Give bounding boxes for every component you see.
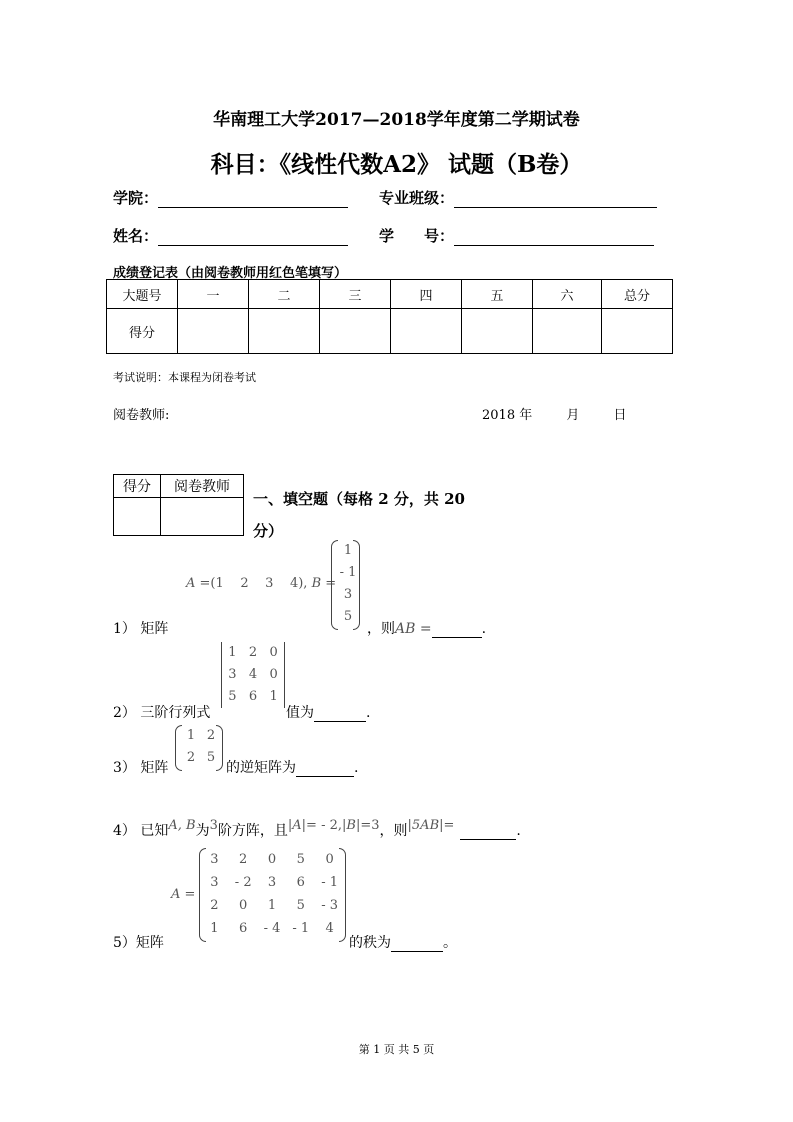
exam-note: 考试说明：本课程为闭卷考试	[113, 371, 256, 384]
grader-day-unit: 日	[613, 408, 627, 423]
q5-entry: 1	[267, 898, 277, 913]
q3-entry: 1	[186, 728, 196, 743]
q4-text2: 为	[195, 823, 210, 839]
q4-text: 4） 已知A, B为3阶方阵，且|A|= - 2,|B|=3，则|5AB|= .	[113, 818, 521, 839]
score-header-cell: 大题号	[107, 280, 178, 309]
score-header-cell: 总分	[602, 280, 673, 309]
q4-det-b-val: =3	[360, 818, 380, 833]
score-cell[interactable]	[533, 309, 602, 354]
score-header-cell: 六	[533, 280, 602, 309]
score-table-caption: 成绩登记表（由阅卷教师用红色笔填写）	[113, 266, 348, 281]
q2-answer-blank[interactable]	[314, 707, 366, 722]
college-label: 学院：	[113, 189, 159, 207]
q5-entry: 2	[210, 898, 219, 913]
q2-prefix: 三阶行列式	[140, 705, 211, 721]
q5-entry: 0	[267, 852, 277, 867]
q2-entry: 0	[269, 667, 278, 682]
score-cell[interactable]	[462, 309, 533, 354]
exam-title: 华南理工大学2017—2018学年度第二学期试卷	[213, 110, 580, 130]
q1-text	[113, 618, 168, 638]
q3-entry: 2	[186, 750, 196, 765]
q5-prefix: 矩阵	[135, 935, 164, 951]
q5-entry: - 1	[292, 921, 310, 936]
score-header-cell: 一	[178, 280, 249, 309]
q1-b-right-paren	[353, 540, 360, 630]
q2-determinant	[222, 642, 284, 708]
q4-text1: 已知	[140, 823, 169, 839]
q5-entry: 5	[296, 898, 305, 913]
score-table-header-row	[107, 280, 673, 309]
q2-entry: 4	[248, 667, 258, 682]
score-cell[interactable]	[320, 309, 391, 354]
score-header-cell: 二	[249, 280, 320, 309]
q5-entry: 3	[210, 852, 219, 867]
q2-entry: 0	[269, 645, 278, 660]
q2-entry: 2	[248, 645, 258, 660]
score-table-score-row	[107, 309, 673, 354]
q5-entry: 3	[267, 875, 277, 890]
q1-b-entry: 1	[343, 543, 353, 558]
q5-entry: 2	[239, 852, 248, 867]
q5-entry: 6	[296, 875, 305, 890]
q1-a-entry: 4	[289, 576, 299, 591]
grader-date	[482, 404, 627, 423]
section-grader-cell[interactable]	[161, 498, 244, 536]
q5-entry: 3	[210, 875, 219, 890]
q1-b-entry: - 1	[339, 565, 357, 580]
q1-answer-blank[interactable]	[432, 623, 482, 638]
q4-det-b: |B|	[342, 818, 361, 833]
q2-entry: 6	[248, 689, 258, 704]
score-table	[106, 279, 673, 354]
section1-title-cont: 分）	[253, 522, 284, 540]
q3-prefix: 矩阵	[140, 760, 169, 776]
q5-right-paren	[339, 848, 346, 942]
q5-entry: - 4	[263, 921, 281, 936]
q1-number: 1）	[113, 621, 136, 637]
q2-suffix: 值为	[286, 705, 314, 721]
name-label: 姓名：	[113, 227, 159, 245]
q5-answer-blank[interactable]	[391, 937, 443, 952]
section-score-header: 得分	[114, 475, 161, 498]
q4-text3: 阶方阵，且	[217, 823, 288, 839]
q1-ab-label: AB =	[395, 621, 432, 637]
q5-text	[113, 932, 164, 952]
q5-entry: - 3	[321, 898, 338, 913]
q1-answer: ，则AB = .	[367, 621, 487, 637]
q1-then: ，则	[367, 621, 395, 637]
q4-ab: A, B	[168, 818, 196, 833]
q3-text	[113, 757, 168, 777]
score-cell[interactable]	[249, 309, 320, 354]
q5-matrix	[200, 848, 344, 940]
q5-entry: 0	[239, 898, 248, 913]
q2-text	[113, 702, 210, 722]
q4-answer-blank[interactable]	[460, 825, 516, 840]
score-cell[interactable]	[391, 309, 462, 354]
q3-entry: 5	[206, 750, 216, 765]
q2-entry: 3	[228, 667, 237, 682]
q5-entry: 0	[325, 852, 334, 867]
q2-entry: 5	[228, 689, 237, 704]
q5-number: 5）	[113, 935, 136, 951]
q4-then: ，则	[379, 823, 408, 839]
q5-entry: 4	[325, 921, 334, 936]
score-header-cell: 四	[391, 280, 462, 309]
q3-number: 3）	[113, 760, 136, 776]
score-cell[interactable]	[602, 309, 673, 354]
section-score-cell[interactable]	[114, 498, 161, 536]
score-header-cell: 三	[320, 280, 391, 309]
college-blank[interactable]	[158, 190, 348, 208]
q2-entry: 1	[269, 689, 278, 704]
q5-end: 。	[443, 935, 457, 951]
q1-b-left-paren	[331, 540, 338, 630]
q4-det-5ab: |5AB|	[407, 818, 444, 833]
section1-title: 一、填空题（每格 2 分，共 20	[253, 490, 465, 508]
student-id-blank[interactable]	[454, 228, 654, 246]
major-class-blank[interactable]	[454, 190, 657, 208]
score-cell[interactable]	[178, 309, 249, 354]
q1-b-entry: 3	[343, 587, 353, 602]
student-id-field	[379, 225, 654, 246]
q1-b-entry: 5	[343, 609, 353, 624]
section1-score-box	[113, 474, 244, 536]
q3-right-paren	[216, 725, 223, 771]
exam-subject: 科目：《线性代数A2》 试题（B卷）	[210, 151, 583, 178]
q2-entry: 1	[228, 645, 237, 660]
q3-answer: 的逆矩阵为 .	[226, 760, 359, 776]
q2-answer: 值为 .	[286, 705, 371, 721]
q5-entry: 1	[210, 921, 219, 936]
q1-b-label: B =	[311, 576, 337, 591]
q5-entry: 5	[296, 852, 305, 867]
q5-a-label: A =	[171, 887, 196, 902]
q5-entry: - 1	[321, 875, 338, 890]
name-field	[113, 225, 348, 246]
major-class-field	[379, 187, 657, 208]
q1-prefix: 矩阵	[140, 621, 169, 637]
q4-number: 4）	[113, 823, 136, 839]
section-grader-header: 阅卷教师	[161, 475, 244, 498]
college-field	[113, 187, 348, 208]
grader-year-unit: 年	[519, 408, 533, 423]
q1-matrix-a: A =(1 2 3 4), B =	[186, 576, 337, 591]
student-id-label: 学 号：	[379, 227, 455, 245]
grader-month-unit: 月	[566, 408, 580, 423]
q1-a-label: A =	[186, 576, 211, 591]
score-row-label: 得分	[107, 309, 178, 354]
q3-entry: 2	[206, 728, 216, 743]
q3-suffix: 的逆矩阵为	[226, 760, 296, 776]
q1-a-entry: 1	[215, 576, 224, 591]
q5-answer	[349, 932, 457, 952]
q4-det-a-val: = - 2,	[306, 818, 342, 833]
major-class-label: 专业班级：	[379, 189, 455, 207]
q5-entry: 6	[239, 921, 248, 936]
name-blank[interactable]	[158, 228, 348, 246]
grader-year: 2018	[482, 408, 516, 423]
q4-order: 3	[209, 818, 218, 833]
page-footer: 第 1 页 共 5 页	[358, 1043, 435, 1056]
q4-eq: =	[443, 818, 455, 833]
q2-det-right-bar	[284, 642, 285, 708]
q3-answer-blank[interactable]	[296, 762, 354, 777]
q4-det-a: |A|	[287, 818, 307, 833]
q1-a-entry: 2	[240, 576, 249, 591]
q5-entry: - 2	[234, 875, 252, 890]
grader-label: 阅卷教师:	[113, 408, 170, 423]
q3-matrix	[181, 725, 221, 769]
q2-number: 2）	[113, 705, 136, 721]
q1-a-entry: 3	[265, 576, 274, 591]
q5-suffix: 的秩为	[349, 935, 391, 951]
score-header-cell: 五	[462, 280, 533, 309]
